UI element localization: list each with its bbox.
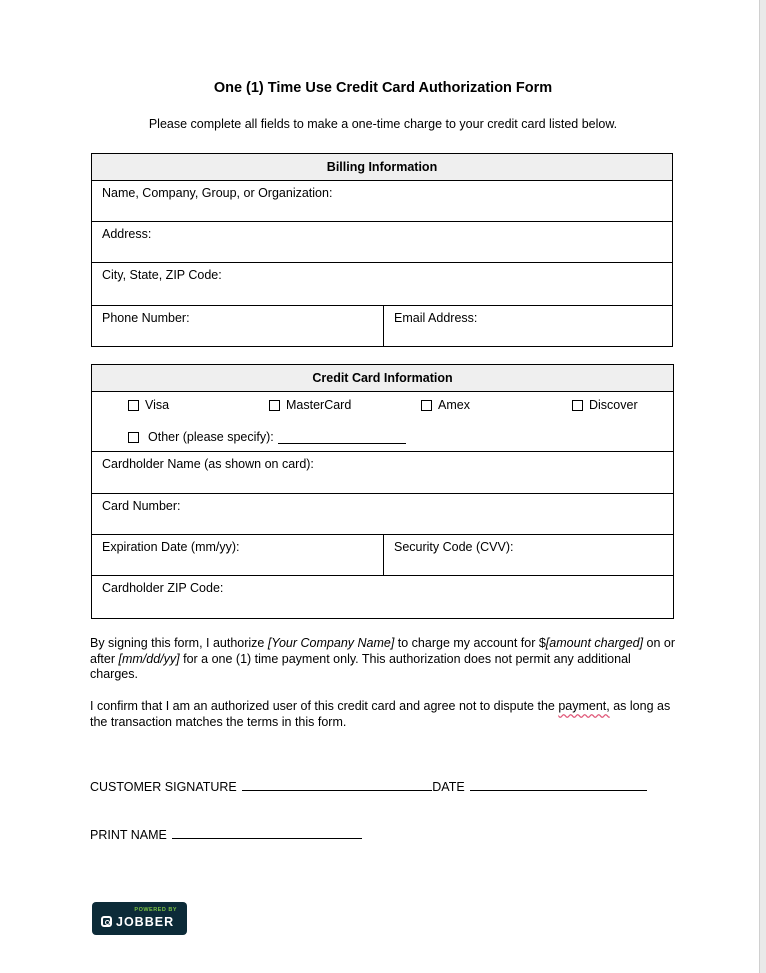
email-field[interactable]	[384, 306, 673, 347]
auth-text-4: for a one (1) time payment only. This authorization does not permit any additional charges.	[90, 651, 631, 681]
credit-card-heading: Credit Card Information	[92, 365, 674, 392]
confirmation-paragraph	[90, 699, 680, 730]
amount-placeholder: [amount charged]	[545, 636, 644, 650]
date-line[interactable]	[470, 778, 647, 791]
other-checkbox[interactable]	[128, 432, 139, 443]
mastercard-option[interactable]	[269, 398, 351, 412]
card-number-field[interactable]	[92, 494, 674, 535]
email-label: Email Address:	[394, 311, 478, 325]
spellcheck-word: payment,	[558, 699, 610, 713]
print-name-line[interactable]	[172, 826, 362, 839]
address-label: Address:	[102, 227, 152, 241]
amex-option[interactable]	[421, 398, 470, 412]
cardholder-name-field[interactable]	[92, 452, 674, 494]
signature-row	[90, 778, 647, 794]
discover-checkbox[interactable]	[572, 400, 583, 411]
date-label: DATE	[432, 780, 465, 794]
name-label: Name, Company, Group, or Organization:	[102, 186, 333, 200]
jobber-brand-text: JOBBER	[116, 915, 175, 929]
print-name-row	[90, 826, 362, 842]
other-option[interactable]	[128, 430, 406, 444]
security-code-label: Security Code (CVV):	[394, 540, 514, 554]
expiration-label: Expiration Date (mm/yy):	[102, 540, 240, 554]
discover-label: Discover	[589, 398, 638, 412]
discover-option[interactable]	[572, 398, 638, 412]
address-field[interactable]	[92, 222, 673, 263]
auth-text-2: to charge my account for $	[394, 636, 546, 650]
visa-option[interactable]	[128, 398, 169, 412]
powered-by-text: POWERED BY	[134, 907, 177, 913]
confirm-text-2: as long as the transaction matches the terms in this form.	[90, 699, 671, 729]
billing-table	[91, 153, 673, 347]
company-placeholder: [Your Company Name]	[267, 636, 395, 650]
mastercard-checkbox[interactable]	[269, 400, 280, 411]
jobber-mark-icon	[101, 916, 112, 927]
jobber-logo	[92, 902, 187, 935]
name-field[interactable]	[92, 181, 673, 222]
auth-text-1: By signing this form, I authorize	[90, 636, 268, 650]
amex-checkbox[interactable]	[421, 400, 432, 411]
page-edge	[759, 0, 766, 973]
confirm-text-1: I confirm that I am an authorized user of this credit card and agree not to dispute the	[90, 699, 559, 713]
customer-signature-label: CUSTOMER SIGNATURE	[90, 780, 237, 794]
security-code-field[interactable]	[384, 535, 674, 576]
visa-checkbox[interactable]	[128, 400, 139, 411]
amex-label: Amex	[438, 398, 470, 412]
other-specify-line[interactable]	[278, 431, 406, 444]
authorization-paragraph	[90, 636, 680, 683]
city-label: City, State, ZIP Code:	[102, 268, 222, 282]
form-title: One (1) Time Use Credit Card Authorization Form	[213, 80, 553, 96]
visa-label: Visa	[145, 398, 170, 412]
form-subtitle: Please complete all fields to make a one-time charge to your credit card listed below.	[148, 117, 618, 131]
phone-field[interactable]	[92, 306, 384, 347]
mastercard-label: MasterCard	[286, 398, 352, 412]
date-placeholder: [mm/dd/yy]	[118, 651, 180, 666]
zip-label: Cardholder ZIP Code:	[102, 581, 224, 595]
print-name-label: PRINT NAME	[90, 828, 167, 842]
billing-heading: Billing Information	[92, 154, 673, 181]
expiration-field[interactable]	[92, 535, 384, 576]
phone-label: Phone Number:	[102, 311, 190, 325]
card-number-label: Card Number:	[102, 499, 181, 513]
credit-card-table	[91, 364, 674, 619]
card-type-options	[92, 392, 674, 452]
city-field[interactable]	[92, 263, 673, 306]
cardholder-name-label: Cardholder Name (as shown on card):	[102, 457, 314, 471]
other-label: Other (please specify):	[148, 430, 274, 444]
zip-field[interactable]	[92, 576, 674, 619]
customer-signature-line[interactable]	[242, 778, 432, 791]
auth-text-3: on or after	[90, 636, 676, 666]
